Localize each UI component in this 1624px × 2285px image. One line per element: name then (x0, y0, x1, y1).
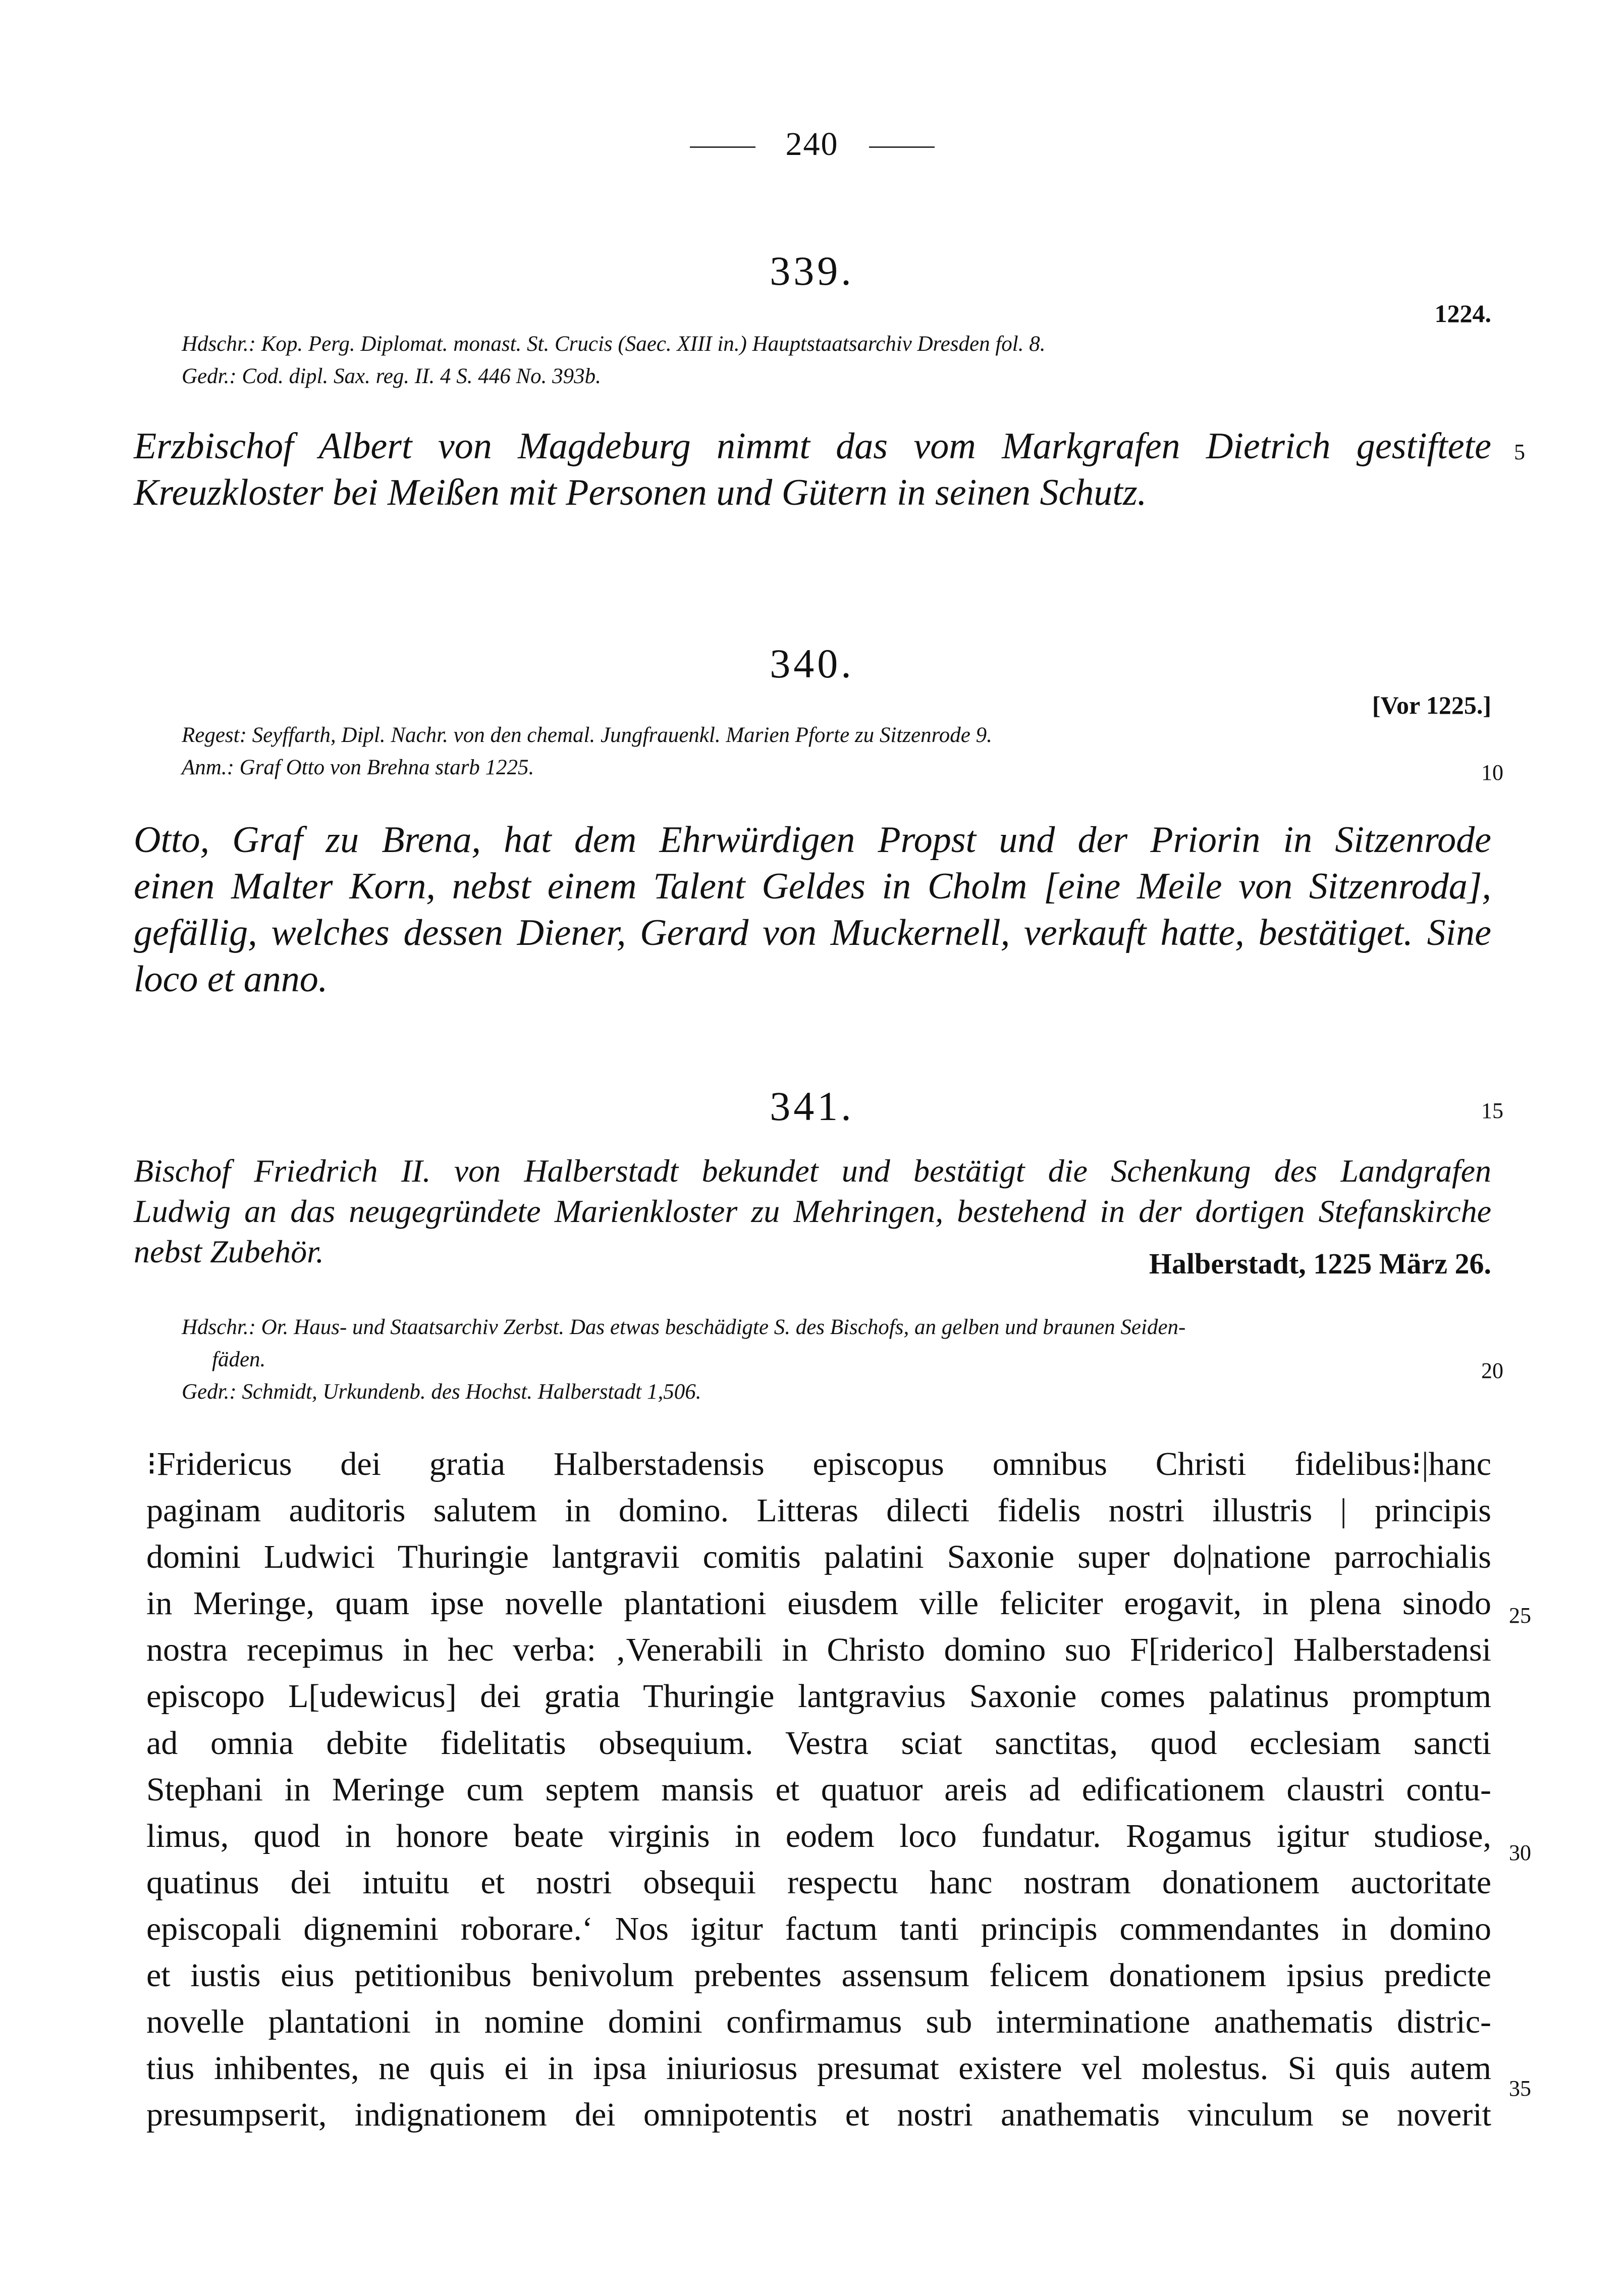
document-date-339: 1224. (1434, 299, 1491, 328)
text-line: nostra recepimus in hec verba: ‚Venerabili in Christo domino suo F[riderico] Halberstadensi (146, 1631, 1491, 1669)
text-line: novelle plantationi in nomine domini confirmamus sub interminatione anathematis distric- (146, 2003, 1491, 2041)
document-number-339: 339. (770, 248, 854, 294)
source-line: Hdschr.: Kop. Perg. Diplomat. monast. St. Crucis (Saec. XIII in.) Hauptstaatsarchiv Dresden fol. 8. (182, 332, 1046, 356)
source-line: Anm.: Graf Otto von Brehna starb 1225. (182, 756, 534, 779)
header-rule-right (869, 146, 935, 148)
text-line: quatinus dei intuitu et nostri obsequii respectu hanc nostram donationem auctoritate (146, 1864, 1491, 1901)
summary-line: Otto, Graf zu Brena, hat dem Ehrwürdigen Propst und der Priorin in Sitzenrode (134, 819, 1491, 861)
charter-text-341 (146, 1441, 1491, 2138)
text-line: episcopali dignemini roborare.‘ Nos igitur factum tanti principis commendantes in domino (146, 1910, 1491, 1947)
source-notes-341 (182, 1311, 1494, 1408)
summary-line: Bischof Friedrich II. von Halberstadt bekundet und bestätigt die Schenkung des Landgrafen (134, 1153, 1491, 1189)
text-line: presumpserit, indignationem dei omnipotentis et nostri anathematis vinculum se noverit (146, 2096, 1491, 2134)
source-line: Gedr.: Cod. dipl. Sax. reg. II. 4 S. 446 No. 393b. (182, 364, 601, 388)
text-line: Stephani in Meringe cum septem mansis et quatuor areis ad edificationem claustri contu- (146, 1771, 1491, 1808)
text-line: ⁝Fridericus dei gratia Halberstadensis episcopus omnibus Christi fidelibus⁝|hanc (146, 1446, 1491, 1482)
text-line: tius inhibentes, ne quis ei in ipsa iniuriosus presumat existere vel molestus. Si quis autem (146, 2050, 1491, 2087)
text-line: episcopo L[udewicus] dei gratia Thuringie lantgravius Saxonie comes palatinus promptum (146, 1678, 1491, 1715)
margin-line-number: 5 (1514, 440, 1525, 464)
source-notes-340 (182, 719, 1443, 784)
page-number: 240 (785, 126, 839, 163)
header-rule-left (690, 146, 755, 148)
source-notes-339 (182, 328, 1443, 393)
text-line: paginam auditoris salutem in domino. Litteras dilecti fidelis nostri illustris | principis (146, 1492, 1491, 1529)
summary-339 (134, 423, 1491, 516)
source-line: Hdschr.: Or. Haus- und Staatsarchiv Zerbst. Das etwas beschädigte S. des Bischofs, an gelben und braunen Seiden- (182, 1315, 1186, 1339)
summary-line: Kreuzkloster bei Meißen mit Personen und Gütern in seinen Schutz. (134, 472, 1147, 513)
margin-line-number: 25 (1509, 1603, 1531, 1628)
summary-line: Ludwig an das neugegründete Marienkloster zu Mehringen, bestehend in der dortigen Stefanskirche (134, 1193, 1491, 1229)
document-date-340: [Vor 1225.] (1372, 691, 1491, 719)
summary-line: gefällig, welches dessen Diener, Gerard von Muckernell, verkauft hatte, bestätiget. Sine (134, 912, 1491, 953)
margin-line-number: 15 (1481, 1098, 1503, 1123)
document-number-340: 340. (770, 641, 854, 686)
margin-line-number: 20 (1481, 1358, 1503, 1383)
summary-line: loco et anno. (134, 959, 328, 1000)
summary-line: einen Malter Korn, nebst einem Talent Geldes in Cholm [eine Meile von Sitzenroda], (134, 866, 1491, 907)
margin-line-number: 35 (1509, 2076, 1531, 2101)
text-line: in Meringe, quam ipse novelle plantationi eiusdem ville feliciter erogavit, in plena sinodo (146, 1585, 1491, 1622)
text-line: et iustis eius petitionibus benivolum prebentes assensum felicem donationem ipsius predicte (146, 1957, 1491, 1994)
summary-line: nebst Zubehör. (134, 1234, 324, 1269)
source-line: Gedr.: Schmidt, Urkundenb. des Hochst. Halberstadt 1,506. (182, 1380, 701, 1404)
text-line: domini Ludwici Thuringie lantgravii comitis palatini Saxonie super do|natione parrochialis (146, 1538, 1491, 1576)
page-header (0, 125, 1624, 164)
document-number-341: 341. (770, 1083, 854, 1129)
summary-line: Erzbischof Albert von Magdeburg nimmt das vom Markgrafen Dietrich gestiftete (134, 426, 1491, 467)
margin-line-number: 10 (1481, 760, 1503, 785)
dateline-341: Halberstadt, 1225 März 26. (1149, 1247, 1491, 1280)
summary-340 (134, 817, 1491, 1002)
text-line: ad omnia debite fidelitatis obsequium. Vestra sciat sanctitas, quod ecclesiam sancti (146, 1724, 1491, 1762)
margin-line-number: 30 (1509, 1840, 1531, 1865)
source-line: fäden. (212, 1348, 266, 1371)
text-line: limus, quod in honore beate virginis in eodem loco fundatur. Rogamus igitur studiose, (146, 1817, 1491, 1854)
source-line: Regest: Seyffarth, Dipl. Nachr. von den chemal. Jungfrauenkl. Marien Pforte zu Sitzenrode 9. (182, 723, 992, 747)
